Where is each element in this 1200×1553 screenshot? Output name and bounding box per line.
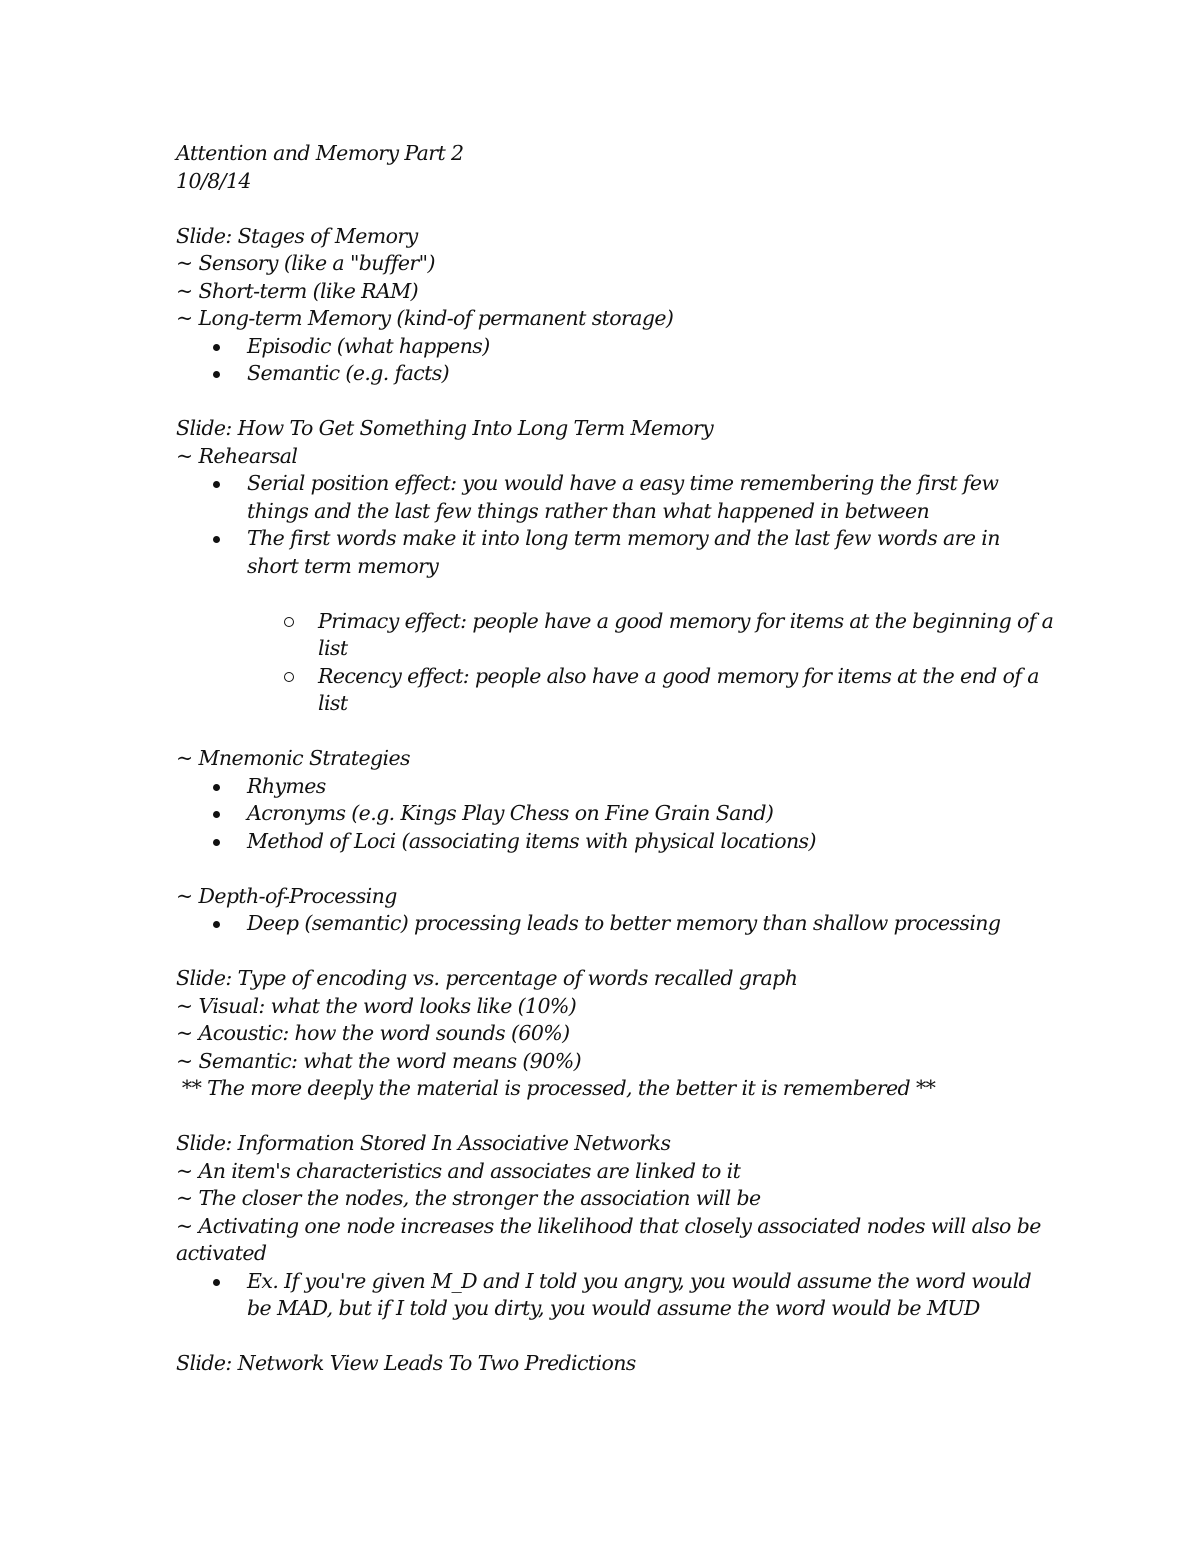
list-item: ~ Short-term (like RAM) <box>176 278 418 303</box>
list-item: ~ Acoustic: how the word sounds (60%) <box>176 1021 570 1045</box>
document-title: Attention and Memory Part 2 <box>176 141 464 165</box>
bullet-dot-icon <box>213 344 220 351</box>
list-item: ~ Rehearsal <box>176 443 298 468</box>
bullet-item <box>176 1268 1056 1323</box>
section-heading-longterm: Slide: How To Get Something Into Long Term Memory <box>176 416 714 440</box>
list-item: ~ Mnemonic Strategies <box>176 746 410 770</box>
spacer <box>176 195 1056 223</box>
section-heading-networks: Slide: Information Stored In Associative Networks <box>176 1131 671 1155</box>
bullet-dot-icon <box>213 536 220 543</box>
bullet-text: Method of Loci (associating items with physical locations) <box>247 828 816 853</box>
document-page <box>176 140 1056 1378</box>
bullet-text: The first words make it into long term memory and the last few words are in short term memory <box>247 526 1000 578</box>
spacer <box>176 1103 1056 1131</box>
list-item: ~ Semantic: what the word means (90%) <box>176 1048 581 1073</box>
spacer <box>176 938 1056 966</box>
list-item: ~ Activating one node increases the likelihood that closely associated nodes will also be activated <box>176 1213 1041 1265</box>
bullet-item <box>176 470 1056 525</box>
bullet-ring-icon <box>284 672 294 682</box>
bullet-item <box>176 525 1056 580</box>
section-heading-encoding: Slide: Type of encoding vs. percentage of words recalled graph <box>176 966 798 990</box>
spacer <box>176 388 1056 416</box>
spacer <box>176 718 1056 746</box>
section-heading-predictions: Slide: Network View Leads To Two Predictions <box>176 1351 636 1375</box>
bullet-dot-icon <box>213 481 220 488</box>
list-item: ~ Depth-of-Processing <box>176 883 397 908</box>
bullet-item <box>176 773 1056 801</box>
bullet-dot-icon <box>213 784 220 791</box>
bullet-text: Semantic (e.g. facts) <box>247 361 450 385</box>
list-item: ~ Long-term Memory (kind-of permanent storage) <box>176 306 674 330</box>
bullet-ring-icon <box>284 617 294 627</box>
list-item: ~ An item's characteristics and associates are linked to it <box>176 1158 741 1183</box>
spacer <box>176 1323 1056 1351</box>
list-item: ~ Sensory (like a "buffer") <box>176 251 435 275</box>
bullet-text: Acronyms (e.g. Kings Play Chess on Fine Grain Sand) <box>247 801 774 825</box>
document-date: 10/8/14 <box>176 168 251 193</box>
encoding-note: ** The more deeply the material is processed, the better it is remembered ** <box>176 1076 936 1100</box>
bullet-text: Deep (semantic) processing leads to better memory than shallow processing <box>247 911 1001 935</box>
bullet-dot-icon <box>213 921 220 928</box>
bullet-dot-icon <box>213 371 220 378</box>
spacer <box>176 855 1056 883</box>
bullet-item <box>176 800 1056 828</box>
spacer <box>176 580 1056 608</box>
bullet-item <box>176 333 1056 361</box>
bullet-item <box>176 360 1056 388</box>
sub-bullet-text: Primacy effect: people have a good memory for items at the beginning of a list <box>318 608 1054 660</box>
list-item: ~ Visual: what the word looks like (10%) <box>176 993 577 1018</box>
bullet-item <box>176 828 1056 856</box>
sub-bullet-item <box>176 608 1056 663</box>
bullet-text: Rhymes <box>247 773 326 798</box>
sub-bullet-text: Recency effect: people also have a good memory for items at the end of a list <box>318 663 1039 715</box>
bullet-dot-icon <box>213 1279 220 1286</box>
bullet-item <box>176 910 1056 938</box>
bullet-dot-icon <box>213 811 220 818</box>
bullet-dot-icon <box>213 839 220 846</box>
bullet-text: Episodic (what happens) <box>247 333 490 358</box>
bullet-text: Serial position effect: you would have a easy time remembering the first few things and the last few things rather than what happened in between <box>247 471 999 523</box>
sub-bullet-item <box>176 663 1056 718</box>
list-item: ~ The closer the nodes, the stronger the association will be <box>176 1186 761 1210</box>
section-heading-stages: Slide: Stages of Memory <box>176 223 418 248</box>
bullet-text: Ex. If you're given M_D and I told you angry, you would assume the word would be MAD, but if I told you dirty, you would assume the word would be MUD <box>247 1268 1032 1320</box>
